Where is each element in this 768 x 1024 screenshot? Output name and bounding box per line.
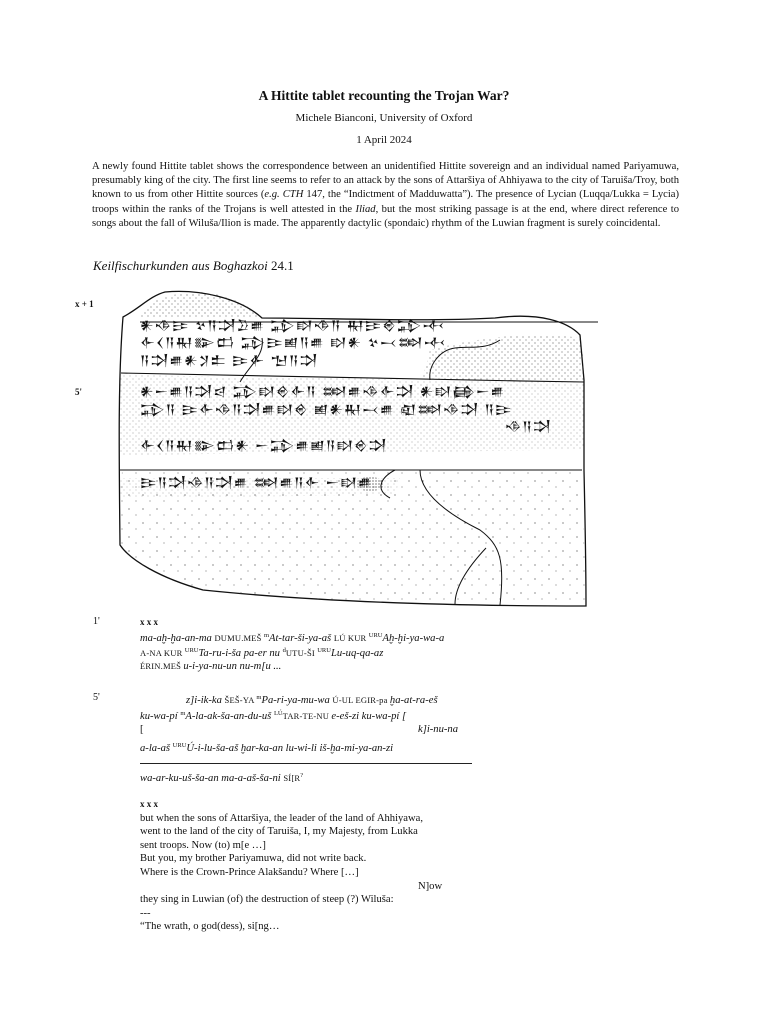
line-number-5: 5' xyxy=(93,692,100,703)
translit-5b: ŠEŠ-YA xyxy=(224,695,257,705)
section-divider-rule xyxy=(140,763,472,764)
translit-4a: ÉRIN.MEŠ xyxy=(140,661,184,671)
translation-line-2: but when the sons of Attaršiya, the leader of the land of Ahhiyawa, xyxy=(140,812,424,824)
paper-date: 1 April 2024 xyxy=(356,134,412,146)
translit-6a: ku-wa-pí xyxy=(140,711,181,722)
translit-2c: m xyxy=(263,632,270,639)
translit-2a: ma-aḫ-ḫa-an-ma xyxy=(140,633,215,644)
translit-line-4 xyxy=(140,659,281,674)
abstract-cth: CTH xyxy=(282,189,304,201)
translit-5g: ḫa-at-ra-eš xyxy=(389,695,438,706)
translit-6c: A-la-ak-ša-an-du-uš xyxy=(185,711,274,722)
translit-3b: URU xyxy=(184,647,199,654)
translit-line-7a: [ xyxy=(140,724,144,735)
translit-8b: URU xyxy=(172,742,187,749)
translit-3f: URU xyxy=(317,647,331,654)
svg-text:𒀭𒀸𒌑𒀀𒋫𒁀 𒁉𒊭𒄴𒅆𒀀 𒇷𒌑𒈾: 𒀭𒀸𒌑𒀀𒋫𒁀 𒁉𒊭𒄴𒅆𒀀 𒇷𒌑𒈾𒅆𒋫 𒀭𒊭𒂵𒀸𒌑 xyxy=(140,385,506,400)
svg-text:𒅆𒌋𒀀𒊑𒅔𒆗 𒁉𒄿𒅖𒀀𒌑 𒊭𒀭 �: 𒅆𒌋𒀀𒊑𒅔𒆗 𒁉𒄿𒅖𒀀𒌑 𒊭𒀭 𒆳𒁁𒇷𒋾 xyxy=(140,336,447,351)
translit-3e: UTU-ŠI xyxy=(285,648,318,658)
translation-line-7: N]ow xyxy=(418,880,443,892)
translit-6f: e-eš-zi ku-wa-pí [ xyxy=(331,711,407,722)
translit-line-9 xyxy=(140,768,303,786)
svg-text:𒅆𒌋𒀀𒊑𒅔𒆗𒀭 𒀸𒁉𒌑𒅖𒀀𒊭𒄴�: 𒅆𒌋𒀀𒊑𒅔𒆗𒀭 𒀸𒁉𒌑𒅖𒀀𒊭𒄴𒋫 xyxy=(140,439,388,454)
translation-line-5: But you, my brother Pariyamuwa, did not write back. xyxy=(140,853,367,865)
line-number-1: 1' xyxy=(93,616,100,627)
translit-9a: wa-ar-ku-uš-ša-an ma-a-aš-ša-ni xyxy=(140,773,284,784)
cuneiform-tablet-drawing xyxy=(112,285,598,610)
paper-author: Michele Bianconi, University of Oxford xyxy=(295,112,473,124)
translation-line-1: x x x xyxy=(140,799,158,809)
plate-caption xyxy=(93,258,294,274)
svg-text:𒀭𒈾𒄿 𒆳𒀀𒋫𒊒𒌑 𒁉𒊭𒈾𒀀 𒊑�: 𒀭𒈾𒄿 𒆳𒀀𒋫𒊒𒌑 𒁉𒊭𒈾𒀀 𒊑𒄿𒄴𒁉𒋾 xyxy=(140,319,446,334)
abstract xyxy=(92,160,679,231)
translation-line-6: Where is the Crown-Prince Alakšandu? Where […] xyxy=(140,866,359,878)
translit-5d: Pa-ri-ya-mu-wa xyxy=(261,695,333,706)
translit-5a: z]i-ik-ka xyxy=(186,695,225,706)
abstract-text-2: 147, the “Indictment of Madduwatta”). The presence of Lycian (Luqqa/Lukka = Lycia) troops within the ranks of the Trojans is well attested in the xyxy=(92,189,679,215)
translit-6b: m xyxy=(180,710,186,717)
tablet-mark-top: x + 1 xyxy=(75,299,94,309)
paper-title: A Hittite tablet recounting the Trojan War? xyxy=(258,88,510,103)
translit-8a: a-la-aš xyxy=(140,743,173,754)
translit-6e: TAR-TE-NU xyxy=(282,711,332,721)
svg-text:𒈾𒀀𒋫: 𒈾𒀀𒋫 xyxy=(505,420,552,435)
translit-3d: d xyxy=(282,647,286,654)
translit-2e: LÚ KUR xyxy=(333,633,369,643)
translation-line-3: went to the land of the city of Taruiša, I, my Majesty, from Lukka xyxy=(140,826,418,838)
translit-9b: SÍ[R xyxy=(283,773,301,783)
translit-line-6 xyxy=(140,706,406,724)
translit-line-7b: k]i-nu-na xyxy=(418,724,459,735)
abstract-text-3: , but the most striking passage is at the end, where direct reference to songs about the fall of Wiluša/Ilion is made. The apparently dactylic (spondaic) rhythm of the Luwian fragment is surely coincidental. xyxy=(92,203,679,229)
plate-caption-title: Keilfischurkunden aus Boghazkoi xyxy=(93,258,268,273)
translit-4b: u-i-ya-nu-un nu-m[u ... xyxy=(183,661,282,672)
translation-line-9: --- xyxy=(140,907,151,919)
translit-5f: EGIR-pa xyxy=(355,695,390,705)
translit-5c: m xyxy=(256,694,262,701)
svg-text:𒁉𒀀 𒄿𒅆𒈾𒀀𒋫𒌑𒊭𒄴 𒅖𒀭𒊑𒁁: 𒁉𒀀 𒄿𒅆𒈾𒀀𒋫𒌑𒊭𒄴 𒅖𒀭𒊑𒁁𒌑 𒊏𒇷𒈾𒋫 𒀀𒄿 xyxy=(140,403,513,418)
svg-text:𒄿𒀀𒋫𒈾𒀀𒋫𒌑 𒇷𒌑𒀀𒅆 𒀸𒊭𒌑: 𒄿𒀀𒋫𒈾𒀀𒋫𒌑 𒇷𒌑𒀀𒅆 𒀸𒊭𒌑 xyxy=(140,476,373,491)
translit-2g: Aḫ-ḫi-ya-wa-a xyxy=(382,633,445,644)
translation xyxy=(140,798,480,934)
translation-line-8: they sing in Luwian (of) the destruction of steep (?) Wiluša: xyxy=(140,894,394,906)
translit-5e: Ú-UL xyxy=(332,695,356,705)
translit-2d: At-tar-ši-ya-aš xyxy=(269,633,334,644)
tablet-mark-five: 5' xyxy=(75,387,83,397)
abstract-iliad: Iliad xyxy=(355,203,376,215)
translit-8c: Ú-i-lu-ša-aš ḫar-ka-an lu-wi-li iš-ḫa-mi-ya-an-zi xyxy=(186,743,394,754)
translit-3g: Lu-uq-qa-az xyxy=(330,648,384,659)
translit-2f: URU xyxy=(368,632,383,639)
plate-caption-number: 24.1 xyxy=(267,258,294,273)
translit-9c: ? xyxy=(300,772,304,779)
translit-3c: Ta-ru-i-ša pa-er nu xyxy=(198,648,283,659)
translit-2b: DUMU.MEŠ xyxy=(214,633,264,643)
translit-line-8 xyxy=(140,738,393,756)
svg-text:𒀀𒋫𒌑𒀭𒋡𒉺 𒄿𒅆 𒈠𒀀𒋫: 𒀀𒋫𒌑𒀭𒋡𒉺 𒄿𒅆 𒈠𒀀𒋫 xyxy=(140,354,319,369)
translation-line-4: sent troops. Now (to) m[e …] xyxy=(140,839,266,851)
translit-3a: A-NA KUR xyxy=(140,648,185,658)
translit-line-1: x x x xyxy=(140,617,158,627)
translation-line-10: “The wrath, o god(dess), si[ng… xyxy=(140,921,280,933)
translit-6d: LÚ xyxy=(273,710,283,717)
abstract-text-1: A newly found Hittite tablet shows the correspondence between an unidentified Hittite sovereign and an individual named Pariyamuwa, presumably king of the city. The first line seems to refer to an attack by the sons of Attaršiya of Ahhiyawa to the city of Taruiša/Troy, both known to us from other Hittite sources ( xyxy=(92,161,679,201)
abstract-eg: e.g. xyxy=(264,189,280,201)
